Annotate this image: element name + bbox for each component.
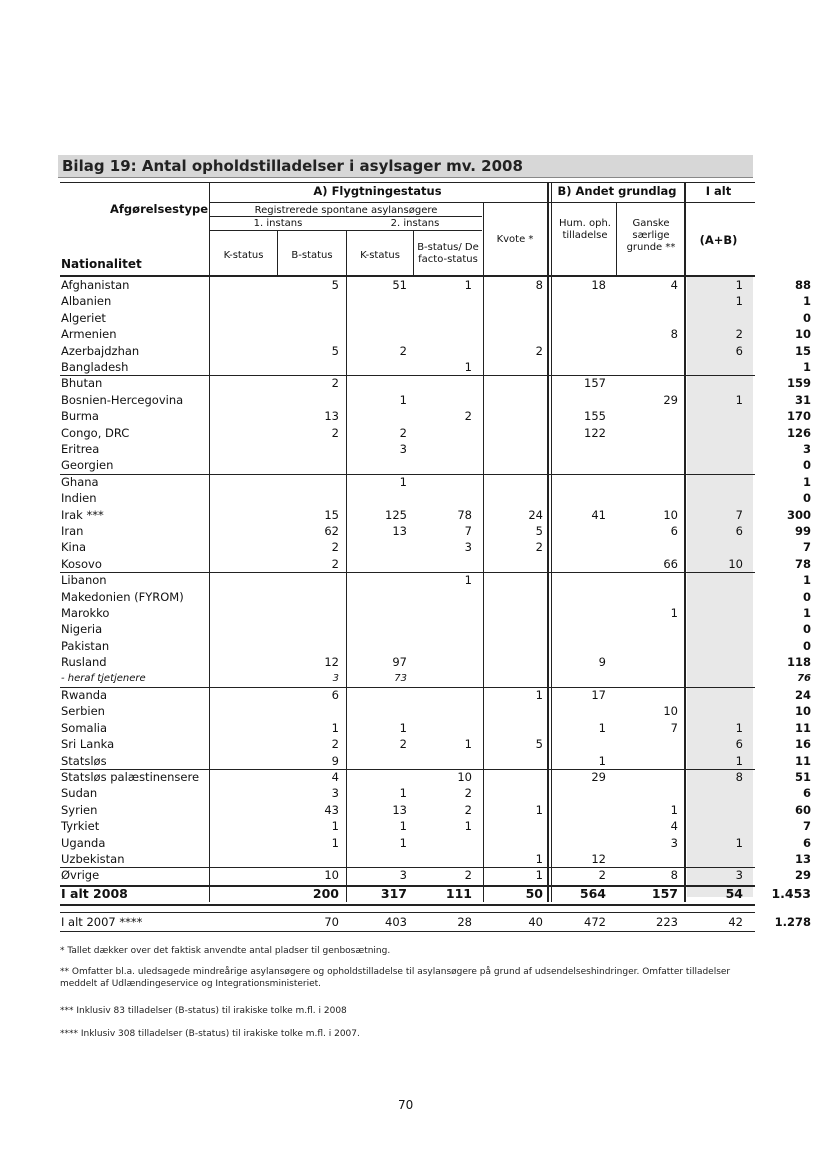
nationality-cell: Makedonien (FYROM) — [61, 589, 184, 604]
value-cell: 3 — [332, 672, 339, 684]
table-row — [60, 326, 811, 343]
value-cell: 2 — [331, 737, 339, 752]
value-cell: 1 — [735, 835, 743, 850]
table-row — [60, 375, 811, 392]
value-cell: 7 — [802, 540, 811, 555]
footnote-2: ** Omfatter bl.a. uledsagede mindreårige asylansøgere og opholdstilladelse til asylansøgere på grund af udsendelseshindringer. Omfatter tilladelser meddelt af Udlændingeservice og Integrationsministeriet. — [60, 967, 731, 989]
value-cell: 1 — [464, 573, 472, 588]
value-cell: 7 — [670, 720, 678, 735]
header-a-plus-b: (A+B) — [699, 233, 738, 247]
value-cell: 1.453 — [771, 885, 811, 901]
value-cell: 1 — [535, 802, 543, 817]
value-cell: 10 — [663, 704, 678, 719]
value-cell: 29 — [794, 868, 811, 883]
nationality-cell: Kosovo — [61, 556, 102, 571]
header-b-status-de-facto: B-status/ De facto-status — [417, 242, 479, 265]
value-cell: 6 — [670, 524, 678, 538]
value-cell: 1 — [464, 360, 472, 374]
value-cell: 1 — [399, 720, 407, 735]
value-cell: 10 — [728, 556, 743, 571]
table-row — [60, 343, 811, 360]
nationality-cell: Irak *** — [61, 507, 104, 522]
value-cell: 29 — [591, 770, 606, 784]
footnote-3: *** Inklusiv 83 tilladelser (B-status) til irakiske tolke m.fl. i 2008 — [60, 1006, 347, 1016]
value-cell: 51 — [392, 278, 407, 292]
value-cell: 13 — [794, 852, 811, 866]
value-cell: 1 — [802, 606, 811, 620]
value-cell: 40 — [528, 914, 543, 929]
value-cell: 122 — [584, 425, 606, 440]
header-registrerede: Registrerede spontane asylansøgere — [254, 205, 438, 216]
value-cell: 7 — [735, 507, 743, 522]
value-cell: 1 — [535, 868, 543, 883]
header-group-a: A) Flygtningestatus — [313, 184, 442, 198]
value-cell: 2 — [735, 327, 743, 342]
nationality-cell: Burma — [61, 409, 99, 424]
value-cell: 170 — [786, 409, 811, 424]
table-row — [60, 835, 811, 852]
nationality-cell: I alt 2008 — [61, 885, 128, 901]
value-cell: 403 — [385, 914, 407, 929]
value-cell: 1 — [399, 835, 407, 850]
value-cell: 1 — [464, 278, 472, 292]
value-cell: 159 — [786, 376, 811, 391]
value-cell: 4 — [670, 278, 678, 292]
header-instans2: 2. instans — [390, 218, 440, 229]
nationality-cell: Armenien — [61, 327, 117, 342]
value-cell: 88 — [794, 278, 811, 292]
value-cell: 2 — [331, 376, 339, 391]
nationality-cell: Sri Lanka — [61, 737, 115, 752]
nationality-cell: Bangladesh — [61, 360, 129, 374]
value-cell: 6 — [331, 688, 339, 702]
value-cell: 7 — [464, 524, 472, 538]
header-k-status-2: K-status — [360, 250, 400, 261]
value-cell: 10 — [794, 327, 811, 342]
table-row — [60, 638, 811, 655]
value-cell: 4 — [670, 819, 678, 834]
value-cell: 5 — [535, 524, 543, 538]
nationality-cell: I alt 2007 **** — [61, 914, 143, 929]
value-cell: 54 — [725, 885, 743, 901]
nationality-cell: Azerbajdzhan — [61, 343, 140, 358]
value-cell: 111 — [445, 885, 472, 901]
value-cell: 24 — [794, 688, 811, 702]
page-title: Bilag 19: Antal opholdstilladelser i asylsager mv. 2008 — [62, 157, 523, 175]
nationality-cell: Albanien — [61, 294, 112, 309]
value-cell: 99 — [794, 524, 811, 538]
value-cell: 29 — [663, 392, 678, 407]
value-cell: 3 — [670, 835, 678, 850]
table-row — [60, 703, 811, 720]
value-cell: 1 — [735, 294, 743, 309]
value-cell: 10 — [457, 770, 472, 784]
table-row — [60, 687, 811, 704]
value-cell: 4 — [331, 770, 339, 784]
nationality-cell: Iran — [61, 524, 84, 538]
table-row — [60, 572, 811, 589]
header-k-status-1: K-status — [223, 250, 264, 261]
nationality-cell: Georgien — [61, 458, 114, 473]
table-row — [60, 490, 811, 507]
nationality-cell: Kina — [61, 540, 87, 555]
value-cell: 1 — [670, 606, 678, 620]
table-row — [60, 914, 811, 931]
table-row — [60, 654, 811, 671]
value-cell: 3 — [464, 540, 472, 555]
table-row — [60, 277, 811, 294]
value-cell: 15 — [794, 343, 811, 358]
value-cell: 2 — [399, 425, 407, 440]
value-cell: 3 — [735, 868, 743, 883]
value-cell: 118 — [786, 655, 811, 670]
value-cell: 6 — [735, 524, 743, 538]
value-cell: 223 — [656, 914, 678, 929]
nationality-cell: Somalia — [61, 720, 108, 735]
header-b-status-1: B-status — [291, 250, 333, 261]
nationality-cell: Indien — [61, 491, 97, 506]
value-cell: 10 — [324, 868, 339, 883]
value-cell: 1 — [399, 786, 407, 801]
value-cell: 1 — [598, 753, 606, 768]
table-row — [60, 539, 811, 556]
value-cell: 1 — [331, 835, 339, 850]
value-cell: 8 — [535, 278, 543, 292]
value-cell: 13 — [324, 409, 339, 424]
table-row — [60, 425, 811, 442]
table-row — [60, 408, 811, 425]
table-row — [60, 720, 811, 737]
value-cell: 1 — [670, 802, 678, 817]
value-cell: 13 — [392, 802, 407, 817]
value-cell: 66 — [663, 556, 678, 571]
value-cell: 2 — [331, 556, 339, 571]
table-row — [60, 392, 811, 409]
value-cell: 1 — [535, 852, 543, 866]
value-cell: 3 — [331, 786, 339, 801]
value-cell: 76 — [797, 672, 811, 684]
value-cell: 10 — [794, 704, 811, 719]
value-cell: 157 — [584, 376, 606, 391]
value-cell: 1 — [331, 720, 339, 735]
value-cell: 16 — [794, 737, 811, 752]
value-cell: 43 — [324, 802, 339, 817]
table-row — [60, 769, 811, 786]
value-cell: 42 — [728, 914, 743, 929]
value-cell: 200 — [312, 885, 339, 901]
table-row — [60, 802, 811, 819]
value-cell: 5 — [535, 737, 543, 752]
table-row — [60, 293, 811, 310]
value-cell: 2 — [464, 802, 472, 817]
value-cell: 155 — [584, 409, 606, 424]
value-cell: 2 — [464, 868, 472, 883]
value-cell: 12 — [324, 655, 339, 670]
value-cell: 9 — [598, 655, 606, 670]
nationality-cell: Algeriet — [61, 310, 106, 325]
value-cell: 78 — [794, 556, 811, 571]
value-cell: 2 — [399, 343, 407, 358]
value-cell: 2 — [464, 786, 472, 801]
value-cell: 0 — [802, 638, 811, 653]
value-cell: 126 — [786, 425, 811, 440]
value-cell: 24 — [528, 507, 543, 522]
value-cell: 8 — [670, 327, 678, 342]
value-cell: 6 — [802, 786, 811, 801]
value-cell: 60 — [794, 802, 811, 817]
table-row — [60, 785, 811, 802]
value-cell: 1 — [802, 474, 811, 489]
value-cell: 1 — [399, 392, 407, 407]
table-row — [60, 310, 811, 327]
nationality-cell: Ghana — [61, 474, 99, 489]
value-cell: 564 — [579, 885, 606, 901]
header-afgorelsestype: Afgørelsestype — [110, 202, 208, 216]
value-cell: 2 — [331, 540, 339, 555]
nationality-cell: Serbien — [61, 704, 105, 719]
value-cell: 10 — [663, 507, 678, 522]
value-cell: 8 — [735, 770, 743, 784]
value-cell: 41 — [591, 507, 606, 522]
nationality-cell: Pakistan — [61, 638, 110, 653]
value-cell: 8 — [670, 868, 678, 883]
nationality-cell: Uganda — [61, 835, 106, 850]
header-hum: Hum. oph. tilladelse — [559, 218, 611, 241]
nationality-cell: Sudan — [61, 786, 98, 801]
value-cell: 1 — [598, 720, 606, 735]
value-cell: 1 — [802, 360, 811, 374]
value-cell: 51 — [794, 770, 811, 784]
value-cell: 18 — [591, 278, 606, 292]
value-cell: 2 — [464, 409, 472, 424]
nationality-cell: Congo, DRC — [61, 425, 130, 440]
value-cell: 0 — [802, 589, 811, 604]
value-cell: 317 — [380, 885, 407, 901]
value-cell: 9 — [331, 753, 339, 768]
value-cell: 5 — [331, 343, 339, 358]
header-group-b: B) Andet grundlag — [557, 184, 677, 198]
nationality-cell: Statsløs palæstinensere — [61, 770, 200, 784]
nationality-cell: - heraf tjetjenere — [61, 672, 146, 684]
value-cell: 1 — [802, 294, 811, 309]
value-cell: 3 — [399, 868, 407, 883]
value-cell: 1 — [399, 474, 407, 489]
value-cell: 1 — [735, 392, 743, 407]
nationality-cell: Bhutan — [61, 376, 103, 391]
nationality-cell: Bosnien-Hercegovina — [61, 392, 184, 407]
value-cell: 0 — [802, 310, 811, 325]
value-cell: 1 — [464, 819, 472, 834]
value-cell: 11 — [794, 720, 811, 735]
value-cell: 1 — [399, 819, 407, 834]
nationality-cell: Rusland — [61, 655, 107, 670]
value-cell: 1 — [802, 573, 811, 588]
value-cell: 157 — [651, 885, 678, 901]
nationality-cell: Statsløs — [61, 753, 107, 768]
value-cell: 73 — [394, 672, 407, 684]
table-row — [60, 851, 811, 868]
header-ganske: Ganske særlige grunde ** — [626, 218, 676, 253]
value-cell: 5 — [331, 278, 339, 292]
value-cell: 2 — [535, 343, 543, 358]
value-cell: 2 — [399, 737, 407, 752]
table-row — [60, 556, 811, 573]
table-row — [60, 885, 811, 903]
value-cell: 1 — [735, 278, 743, 292]
value-cell: 12 — [591, 852, 606, 866]
value-cell: 2 — [535, 540, 543, 555]
value-cell: 2 — [598, 868, 606, 883]
value-cell: 6 — [735, 737, 743, 752]
page-number: 70 — [398, 1098, 414, 1112]
value-cell: 50 — [525, 885, 543, 901]
value-cell: 78 — [457, 507, 472, 522]
value-cell: 17 — [591, 688, 606, 702]
table-row — [60, 523, 811, 540]
value-cell: 13 — [392, 524, 407, 538]
header-nationalitet: Nationalitet — [61, 257, 142, 271]
value-cell: 7 — [802, 819, 811, 834]
table-row — [60, 441, 811, 458]
table-row — [60, 605, 811, 622]
table-row — [60, 359, 811, 376]
header-kvote: Kvote * — [496, 234, 534, 245]
value-cell: 1 — [735, 720, 743, 735]
footnote-1: * Tallet dækker over det faktisk anvendte antal pladser til genbosætning. — [60, 946, 391, 956]
nationality-cell: Øvrige — [61, 868, 100, 883]
table-row — [60, 457, 811, 474]
nationality-cell: Rwanda — [61, 688, 108, 702]
value-cell: 0 — [802, 491, 811, 506]
value-cell: 0 — [802, 458, 811, 473]
value-cell: 1 — [331, 819, 339, 834]
table-row — [60, 736, 811, 753]
value-cell: 62 — [324, 524, 339, 538]
value-cell: 1 — [535, 688, 543, 702]
value-cell: 125 — [385, 507, 407, 522]
nationality-cell: Tyrkiet — [61, 819, 100, 834]
value-cell: 97 — [392, 655, 407, 670]
value-cell: 15 — [324, 507, 339, 522]
value-cell: 2 — [331, 425, 339, 440]
value-cell: 0 — [802, 622, 811, 637]
value-cell: 1 — [735, 753, 743, 768]
value-cell: 28 — [457, 914, 472, 929]
table-row — [60, 474, 811, 491]
value-cell: 300 — [786, 507, 811, 522]
table-row — [60, 621, 811, 638]
value-cell: 6 — [802, 835, 811, 850]
nationality-cell: Afghanistan — [61, 278, 130, 292]
table-row — [60, 818, 811, 835]
value-cell: 70 — [324, 914, 339, 929]
value-cell: 11 — [794, 753, 811, 768]
value-cell: 6 — [735, 343, 743, 358]
header-group-total: I alt — [705, 184, 732, 198]
nationality-cell: Marokko — [61, 606, 110, 620]
value-cell: 1 — [464, 737, 472, 752]
value-cell: 3 — [802, 442, 811, 456]
nationality-cell: Uzbekistan — [61, 852, 125, 866]
table-row — [60, 867, 811, 884]
nationality-cell: Syrien — [61, 802, 98, 817]
value-cell: 3 — [399, 442, 407, 456]
value-cell: 31 — [794, 392, 811, 407]
value-cell: 472 — [584, 914, 606, 929]
table-row — [60, 671, 811, 688]
nationality-cell: Nigeria — [61, 622, 103, 637]
footnote-4: **** Inklusiv 308 tilladelser (B-status) til irakiske tolke m.fl. i 2007. — [60, 1029, 360, 1039]
table-row — [60, 589, 811, 606]
table-row — [60, 507, 811, 524]
header-instans1: 1. instans — [253, 218, 303, 229]
nationality-cell: Eritrea — [61, 442, 100, 456]
value-cell: 1.278 — [774, 914, 811, 929]
table-row — [60, 753, 811, 770]
nationality-cell: Libanon — [61, 573, 107, 588]
